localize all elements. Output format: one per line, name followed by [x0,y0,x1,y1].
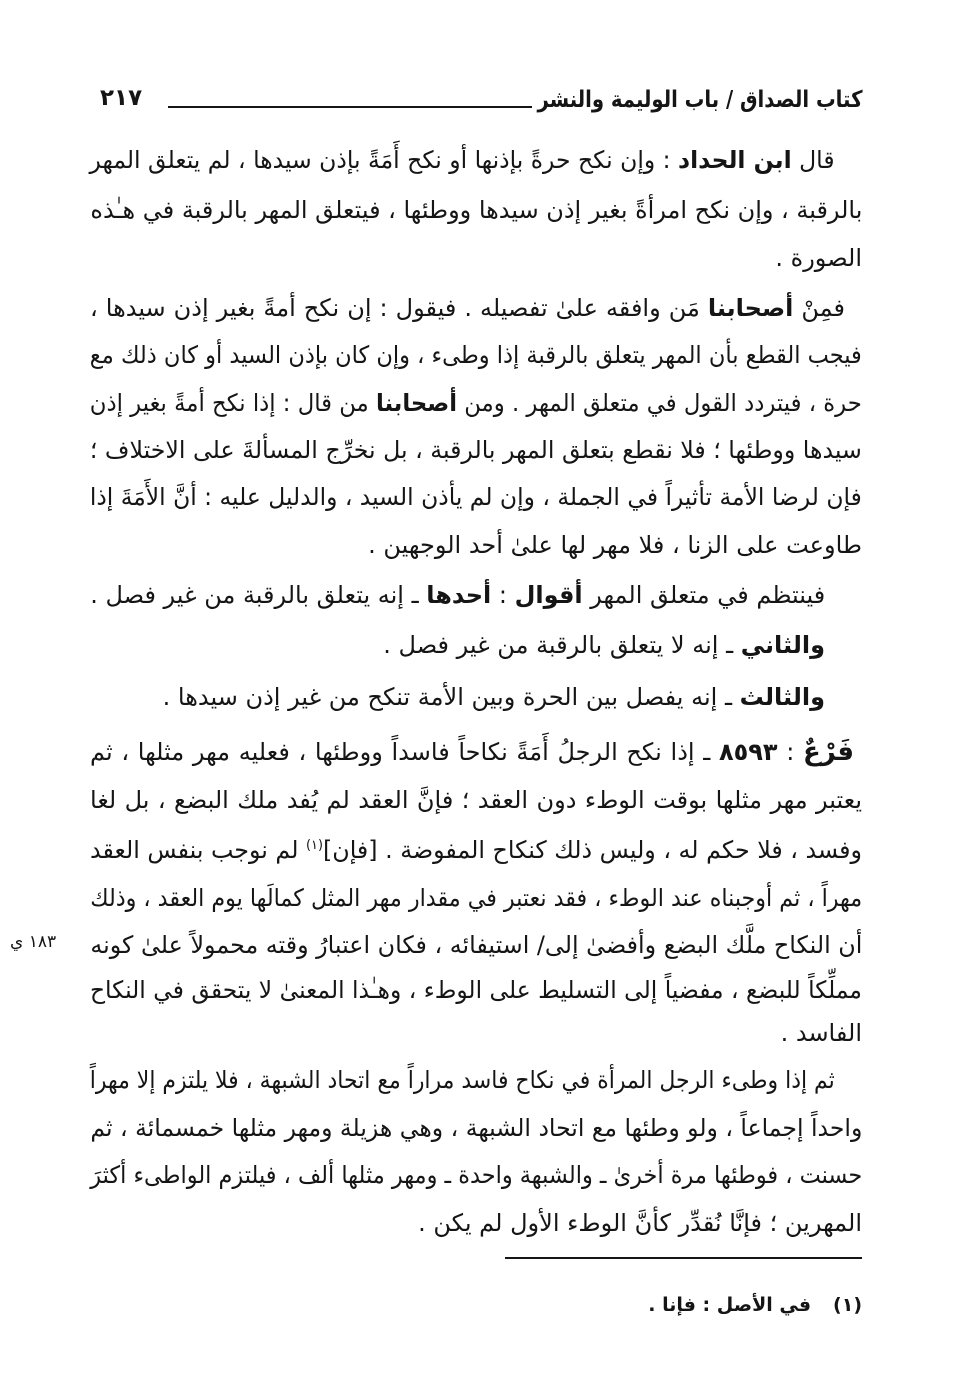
text-line [90,292,845,324]
text-run: أن النكاح ملَّك البضع وأفضىٰ إلى/ استيفائه ، فكان اعتبارُ وقته محمولاً علىٰ كونه [90,931,862,959]
text-run: فمِنْ [793,294,845,322]
bold-term: أحدها [426,581,492,609]
text-run: لم نوجب بنفس العقد [90,836,307,864]
bold-term: أصحابنا [376,389,458,417]
text-run: : [777,738,804,766]
footnote-separator [505,1257,862,1259]
text-line [90,481,862,513]
text-run: طاوعت على الزنا ، فلا مهر لها علىٰ أحد الوجهين . [368,531,862,559]
text-run: مهراً ، ثم أوجبناه عند الوطء ، فقد نعتبر في مقدار مهر المثل كمالَها يوم العقد ، وذلك [90,884,862,912]
text-run: بالرقبة ، وإن نكح امرأةً بغير إذن سيدها ووطئها ، فيتعلق المهر بالرقبة في هـٰذه [90,196,862,224]
text-run: يعتبر مهر مثلها بوقت الوطء دون العقد ؛ فإنَّ العقد لم يُفد ملك البضع ، بل لغا [90,786,862,814]
text-line [90,974,862,1006]
text-line [90,882,862,914]
text-line [90,929,862,961]
text-line [90,242,862,274]
text-run: ـ إذا نكح الرجلُ أَمَةً نكاحاً فاسداً ووطئها ، فعليه مهر مثلها ، ثم [89,738,719,766]
text-run: الفاسد . [780,1019,862,1047]
text-line [90,1064,835,1096]
text-run: المهرين ؛ فإنَّا نُقدِّر كأنَّ الوطء الأول لم يكن . [418,1209,862,1237]
text-run: فإن لرضا الأمة تأثيراً في الجملة ، وإن لم يأذن السيد ، والدليل عليه : أنَّ الأَمَةَ إذا [90,483,862,511]
text-line [90,1159,862,1191]
text-line [90,1017,862,1049]
text-run: الصورة . [775,244,862,272]
page-number: ٢١٧ [100,85,143,111]
text-line [90,339,862,371]
bold-term: ٨٥٩٣ [718,738,778,766]
text-line [90,144,835,176]
text-run: ثم إذا وطىء الرجل المرأة في نكاح فاسد مراراً مع اتحاد الشبهة ، فلا يلتزم إلا مهراً [90,1066,835,1094]
bold-term: والثالث [739,683,825,711]
bold-term: أصحابنا [707,294,794,322]
text-line [90,1112,862,1144]
text-line [90,1207,862,1239]
text-run: حسنت ، فوطئها مرة أخرىٰ ـ والشبهة واحدة ـ ومهر مثلها ألف ، فيلتزم الواطىء أكثرَ [90,1161,862,1189]
section-label: فَرْعٌ [803,737,854,767]
footnote-marker: (١) [833,1294,862,1316]
text-run: مملِّكاً للبضع ، مفضياً إلى التسليط على الوطء ، وهـٰذا المعنىٰ لا يتحقق في النكاح [90,976,862,1004]
footnote-text: في الأصل : فإنا . [648,1294,812,1316]
text-run: من قال : إذا نكح أمةً بغير إذن [90,389,377,417]
text-run: حرة ، فيتردد القول في متعلق المهر . ومن [457,389,862,417]
text-run: : وإن نكح حرةً بإذنها أو نكح أَمَةً بإذن سيدها ، لم يتعلق المهر [90,146,679,174]
text-run: وفسد ، فلا حكم له ، وليس ذلك كنكاح المفوضة . [فإن] [322,836,862,864]
text-line [90,387,862,419]
text-line [90,629,825,661]
text-run: مَن وافقه علىٰ تفصيله . فيقول : إن نكح أمةً بغير إذن سيدها ، [90,294,708,322]
footnote-reference: (١) [306,838,323,853]
text-line [90,434,862,466]
text-run: فيجب القطع بأن المهر يتعلق بالرقبة إذا وطىء ، وإن كان بإذن السيد أو كان ذلك مع [90,341,862,369]
margin-folio-note: ١٨٣ ي [10,932,57,952]
body-text [90,0,862,1392]
text-line [90,834,862,866]
text-run: واحداً إجماعاً ، ولو وطئها مع اتحاد الشبهة ، وهي هزيلة ومهر مثلها خمسمائة ، ثم [90,1114,862,1142]
text-line [90,736,854,768]
text-run: قال [792,146,835,174]
bold-term: ابن الحداد [678,146,793,174]
text-line [90,784,862,816]
text-run: ـ إنه يتعلق بالرقبة من غير فصل . [90,581,427,609]
text-line [90,681,825,713]
footnote [362,1290,862,1320]
bold-term: أقوال [514,581,583,609]
text-run: : [491,581,515,609]
text-run: سيدها ووطئها ؛ فلا نقطع بتعلق المهر بالرقبة ، بل نخرِّج المسألةَ على الاختلاف ؛ [90,436,862,464]
text-line [90,579,825,611]
text-run: ـ إنه يفصل بين الحرة وبين الأمة تنكح من غير إذن سيدها . [162,683,740,711]
text-run: ـ إنه لا يتعلق بالرقبة من غير فصل . [383,631,741,659]
bold-term: والثاني [740,631,825,659]
text-line [90,194,862,226]
running-title-text: كتاب الصداق / باب الوليمة والنشر [537,87,862,113]
text-line [90,529,862,561]
text-run: فينتظم في متعلق المهر [582,581,825,609]
